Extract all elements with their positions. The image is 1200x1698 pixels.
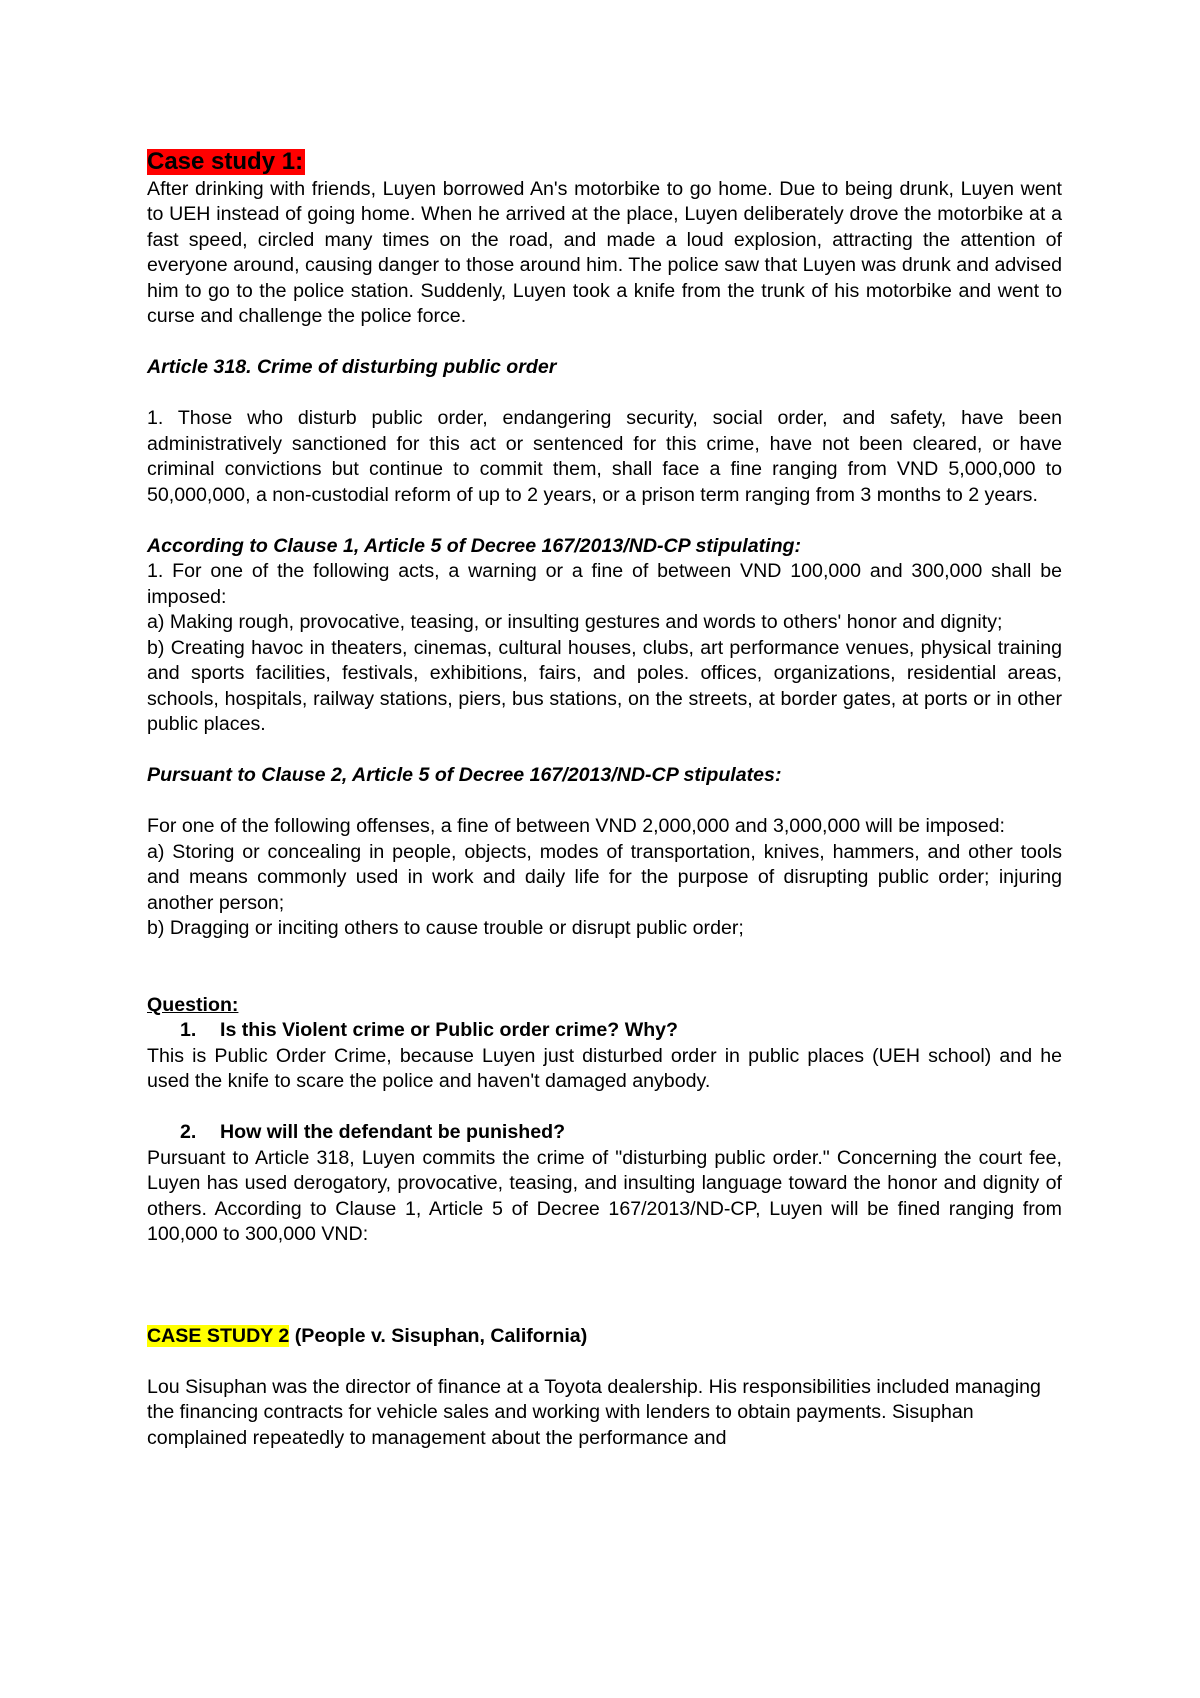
decree-clause1-item-a: a) Making rough, provocative, teasing, or insulting gestures and words to others' honor and dignity; [147, 611, 1003, 633]
question-2-text: How will the defendant be punished? [220, 1121, 566, 1143]
question-1-number: 1. [180, 1019, 197, 1041]
spacer [147, 330, 1062, 356]
case1-heading-line [147, 149, 1062, 177]
spacer [147, 738, 1062, 764]
question-2-number: 2. [180, 1121, 197, 1143]
question-1-text: Is this Violent crime or Public order crime? Why? [220, 1019, 679, 1041]
question-1 [147, 1018, 1062, 1044]
case2-facts: Lou Sisuphan was the director of finance at a Toyota dealership. His responsibilities included managing the financing contracts for vehicle sales and working with lenders to obtain payments. Sisuphan complained repeatedly to management about the performance and [147, 1375, 1041, 1449]
decree-clause1-intro: 1. For one of the following acts, a warning or a fine of between VND 100,000 and 300,000 shall be imposed: [147, 560, 1062, 608]
case2-heading: CASE STUDY 2 [147, 1324, 290, 1347]
answer-2: Pursuant to Article 318, Luyen commits the crime of "disturbing public order." Concerning the court fee, Luyen has used derogatory, provocative, teasing, and insulting language toward the honor and dignity of others. According to Clause 1, Article 5 of Decree 167/2013/ND-CP, Luyen will be fined ranging from 100,000 to 300,000 VND: [147, 1146, 1062, 1245]
spacer [147, 381, 1062, 407]
spacer [147, 1095, 1062, 1121]
spacer [147, 942, 1062, 993]
case2-heading-line [147, 1324, 1062, 1350]
case1-heading: Case study 1: [147, 148, 304, 175]
spacer [147, 1349, 1062, 1375]
decree-clause1-heading: According to Clause 1, Article 5 of Decree 167/2013/ND-CP stipulating: [147, 534, 802, 557]
decree-clause1-item-b: b) Creating havoc in theaters, cinemas, cultural houses, clubs, art performance venues, physical training and sports facilities, festivals, exhibitions, fairs, and poles. offices, organizations, residential areas, schools, hospitals, railway stations, piers, bus stations, on the streets, at border gates, at ports or in other public places. [147, 636, 1062, 735]
decree-clause2-intro: For one of the following offenses, a fine of between VND 2,000,000 and 3,000,000 will be imposed: [147, 815, 1005, 837]
decree-clause2-item-a: a) Storing or concealing in people, objects, modes of transportation, knives, hammers, and other tools and means commonly used in work and daily life for the purpose of disrupting public order; injuring another person; [147, 840, 1062, 914]
case1-facts: After drinking with friends, Luyen borrowed An's motorbike to go home. Due to being drunk, Luyen went to UEH instead of going home. When he arrived at the place, Luyen deliberately drove the motorbike at a fast speed, circled many times on the road, and made a loud explosion, attracting the attention of everyone around, causing danger to those around him. The police saw that Luyen was drunk and advised him to go to the police station. Suddenly, Luyen took a knife from the trunk of his motorbike and went to curse and challenge the police force. [147, 177, 1062, 327]
article318-clause1: 1. Those who disturb public order, endangering security, social order, and safety, have been administratively sanctioned for this act or sentenced for this crime, have not been cleared, or have criminal convictions but continue to commit them, shall face a fine ranging from VND 5,000,000 to 50,000,000, a non-custodial reform of up to 2 years, or a prison term ranging from 3 months to 2 years. [147, 407, 1062, 506]
decree-clause2-item-b: b) Dragging or inciting others to cause trouble or disrupt public order; [147, 917, 744, 939]
spacer [147, 508, 1062, 534]
answer-1: This is Public Order Crime, because Luyen just disturbed order in public places (UEH school) and he used the knife to scare the police and haven't damaged anybody. [147, 1044, 1062, 1092]
decree-clause2-heading: Pursuant to Clause 2, Article 5 of Decree 167/2013/ND-CP stipulates: [147, 764, 782, 786]
question-2 [147, 1120, 1062, 1146]
spacer [147, 789, 1062, 815]
article318-heading: Article 318. Crime of disturbing public order [147, 356, 557, 378]
case2-subtitle: (People v. Sisuphan, California) [289, 1324, 588, 1347]
question-heading: Question: [147, 993, 239, 1016]
spacer [147, 1248, 1062, 1324]
document-body [147, 149, 1062, 1451]
